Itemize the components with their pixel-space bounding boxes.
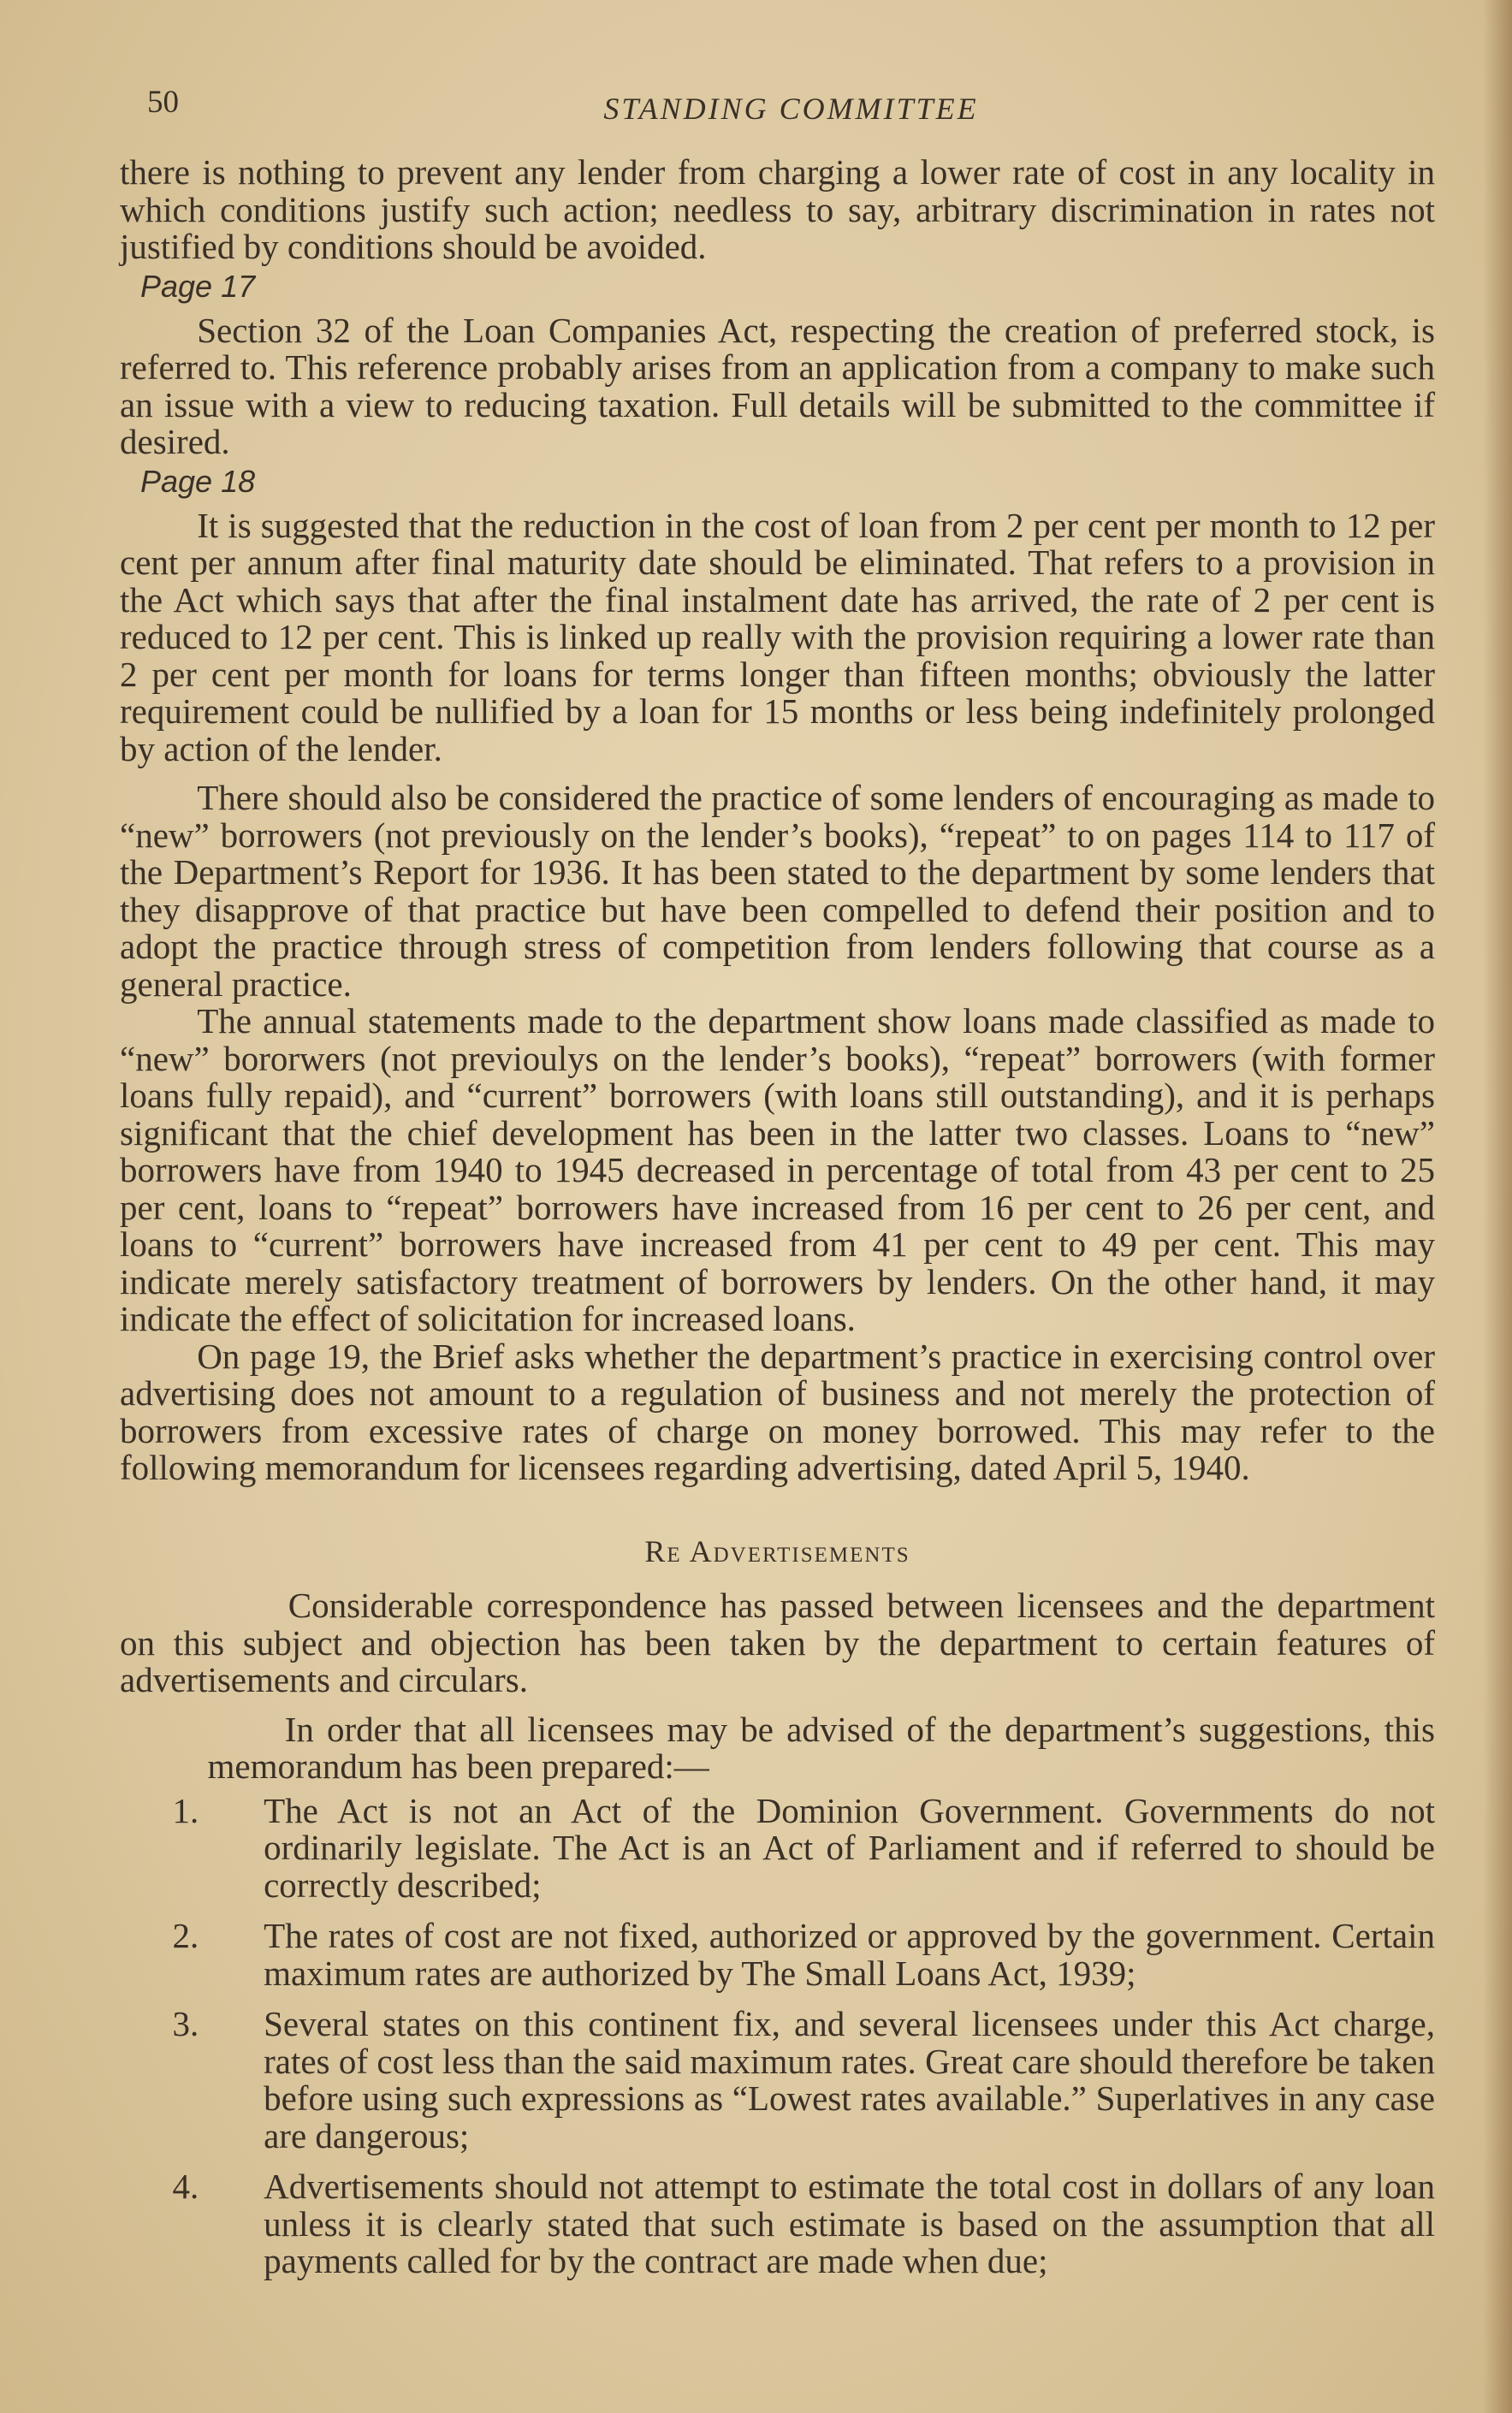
- page-header: [147, 84, 1435, 132]
- paragraph-4: There should also be considered the practice of some lenders of encouraging as made to “new” borrowers (not previously on the lender’s books), “repeat” to on pages 114 to 117 of the Department’s Report for 1936. It has been stated to the department by some lenders that they disapprove of that practice but have been compelled to defend their position and to adopt the practice through stress of competition from lenders following that course as a general practice.: [120, 778, 1435, 1004]
- paragraph-6: On page 19, the Brief asks whether the department’s practice in exercising control over advertising does not amount to a regulation of business and not merely the protection of borrowers from excessive rates of charge on money borrowed. This may refer to the following memorandum for licensees regarding advertising, dated April 5, 1940.: [120, 1336, 1435, 1487]
- page-edge-shadow: [1483, 0, 1512, 2413]
- memo-item-text: Advertisements should not attempt to estimate the total cost in dollars of any loan unless it is clearly stated that such estimate is based on the assumption that all payments called for by the contract are made when due;: [264, 2167, 1435, 2280]
- memo-paragraph-1: Considerable correspondence has passed between licensees and the department on this subject and objection has been taken by the department to certain features of advertisements and circulars.: [120, 1586, 1435, 1699]
- memo-item-number: 3.: [172, 2004, 199, 2043]
- paragraph-1: there is nothing to prevent any lender from charging a lower rate of cost in any locality in which conditions justify such action; needless to say, arbitrary discrimination in rates not justified by conditions should be avoided.: [120, 152, 1435, 266]
- memo-paragraph-2: In order that all licensees may be advised of the department’s suggestions, this memorandum has been prepared:—: [207, 1709, 1435, 1786]
- memo-item-text: Several states on this continent fix, and several licensees under this Act charge, rates of cost less than the said maximum rates. Great care should therefore be taken before using such expressions as “Lowest rates available.” Superlatives in any case are dangerous;: [264, 2004, 1435, 2155]
- memo-item-text: The rates of cost are not fixed, authorized or approved by the government. Certain maximum rates are authorized by The Small Loans Act, 1939;: [264, 1916, 1435, 1993]
- memo-item-number: 4.: [172, 2167, 199, 2206]
- page-number: 50: [147, 85, 179, 120]
- memo-item-text: The Act is not an Act of the Dominion Government. Governments do not ordinarily legislate. The Act is an Act of Parliament and if referred to should be correctly described;: [264, 1790, 1435, 1905]
- memo-list-item: [120, 2006, 1435, 2155]
- memo-list-item: [120, 1790, 1435, 1905]
- page-body: [120, 154, 1435, 2294]
- memo-list: [120, 1790, 1435, 2280]
- memo-item-number: 1.: [172, 1790, 199, 1830]
- paragraph-2: Section 32 of the Loan Companies Act, respecting the creation of preferred stock, is referred to. This reference probably arises from an application from a company to make such an issue with a view to reducing taxation. Full details will be submitted to the committee if desired.: [120, 310, 1435, 461]
- running-title: STANDING COMMITTEE: [603, 92, 979, 126]
- page-reference-18: Page 18: [140, 463, 256, 499]
- memo-list-item: [120, 2168, 1435, 2280]
- memorandum: [120, 1587, 1435, 2280]
- memo-item-number: 2.: [172, 1916, 199, 1955]
- memo-heading: Re Advertisements: [644, 1533, 910, 1568]
- paragraph-5: The annual statements made to the department show loans made classified as made to “new” bororwers (not previoulys on the lender’s books), “repeat” borrowers (with former loans fully repaid), and “current” borrowers (with loans still outstanding), and it is perhaps significant that the chief development has been in the latter two classes. Loans to “new” borrowers have from 1940 to 1945 decreased in percentage of total from 43 per cent to 25 per cent, loans to “repeat” borrowers have increased from 16 per cent to 26 per cent, and loans to “current” borrowers have increased from 41 per cent to 49 per cent. This may indicate merely satisfactory treatment of borrowers by lenders. On the other hand, it may indicate the effect of solicitation for increased loans.: [120, 1001, 1435, 1338]
- paragraph-3: It is suggested that the reduction in the cost of loan from 2 per cent per month to 12 per cent per annum after final maturity date should be eliminated. That refers to a provision in the Act which says that after the final instalment date has arrived, the rate of 2 per cent is reduced to 12 per cent. This is linked up really with the provision requiring a lower rate than 2 per cent per month for loans for terms longer than fifteen months; obviously the latter requirement could be nullified by a loan for 15 months or less being indefinitely prolonged by action of the lender.: [120, 505, 1435, 768]
- page-reference-17: Page 17: [140, 268, 256, 304]
- memo-list-item: [120, 1918, 1435, 1992]
